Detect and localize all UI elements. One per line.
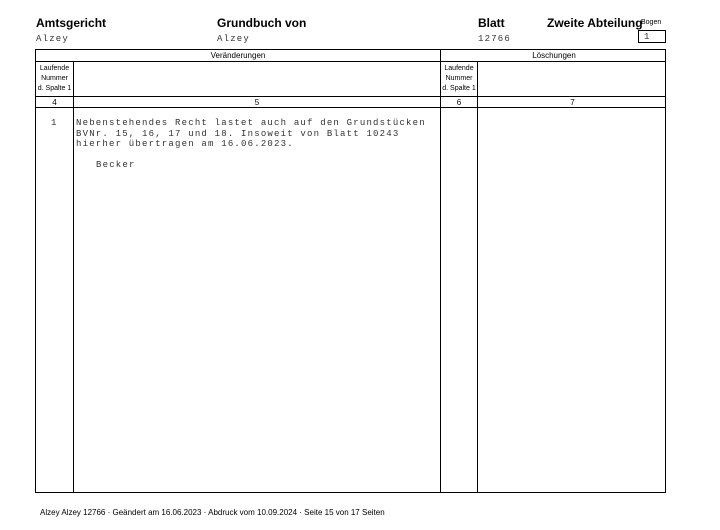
section-title-changes: Veränderungen	[210, 51, 266, 60]
col6-header-line3: d. Spalte 1	[442, 85, 476, 92]
section-divider	[440, 50, 441, 492]
section-title-deletions: Löschungen	[532, 51, 576, 60]
col6-header	[441, 62, 477, 96]
court-value: Alzey	[36, 34, 70, 44]
col4-divider	[73, 61, 74, 492]
column-number-rule	[36, 107, 665, 108]
col6-divider	[477, 61, 478, 492]
register-table	[35, 49, 666, 493]
col-number-5: 5	[254, 97, 260, 107]
bogen-box	[638, 30, 666, 43]
section-label: Zweite Abteilung	[547, 16, 643, 30]
bogen-label: Bogen	[641, 19, 662, 26]
entry-signature: Becker	[96, 160, 136, 170]
col4-header-line3: d. Spalte 1	[37, 85, 72, 92]
col-number-6: 6	[456, 97, 462, 107]
sheet-value: 12766	[478, 34, 512, 44]
col4-header-line1: Laufende	[39, 65, 70, 72]
col4-header	[36, 62, 73, 96]
bogen-value: 1	[644, 32, 651, 42]
col6-header-line2: Nummer	[445, 75, 473, 82]
entry-text-line: BVNr. 15, 16, 17 und 18. Insoweit von Blatt 10243	[76, 128, 400, 139]
section-header-rule	[36, 61, 665, 62]
col-number-4: 4	[52, 97, 57, 107]
col-number-7: 7	[570, 97, 575, 107]
register-value: Alzey	[217, 34, 251, 44]
court-label: Amtsgericht	[36, 16, 107, 30]
col4-header-line2: Nummer	[41, 75, 68, 82]
entry-text-line: hierher übertragen am 16.06.2023.	[76, 139, 294, 149]
entry-number: 1	[51, 118, 58, 128]
entry-text-line: Nebenstehendes Recht lastet auch auf den Grundstücken	[76, 118, 426, 128]
col6-header-line1: Laufende	[444, 65, 474, 72]
register-label: Grundbuch von	[217, 16, 307, 30]
page-footer: Alzey Alzey 12766 · Geändert am 16.06.2023 · Abdruck vom 10.09.2024 · Seite 15 von 17 Seiten	[40, 508, 385, 517]
entry-text	[76, 118, 426, 150]
sheet-label: Blatt	[478, 16, 505, 30]
